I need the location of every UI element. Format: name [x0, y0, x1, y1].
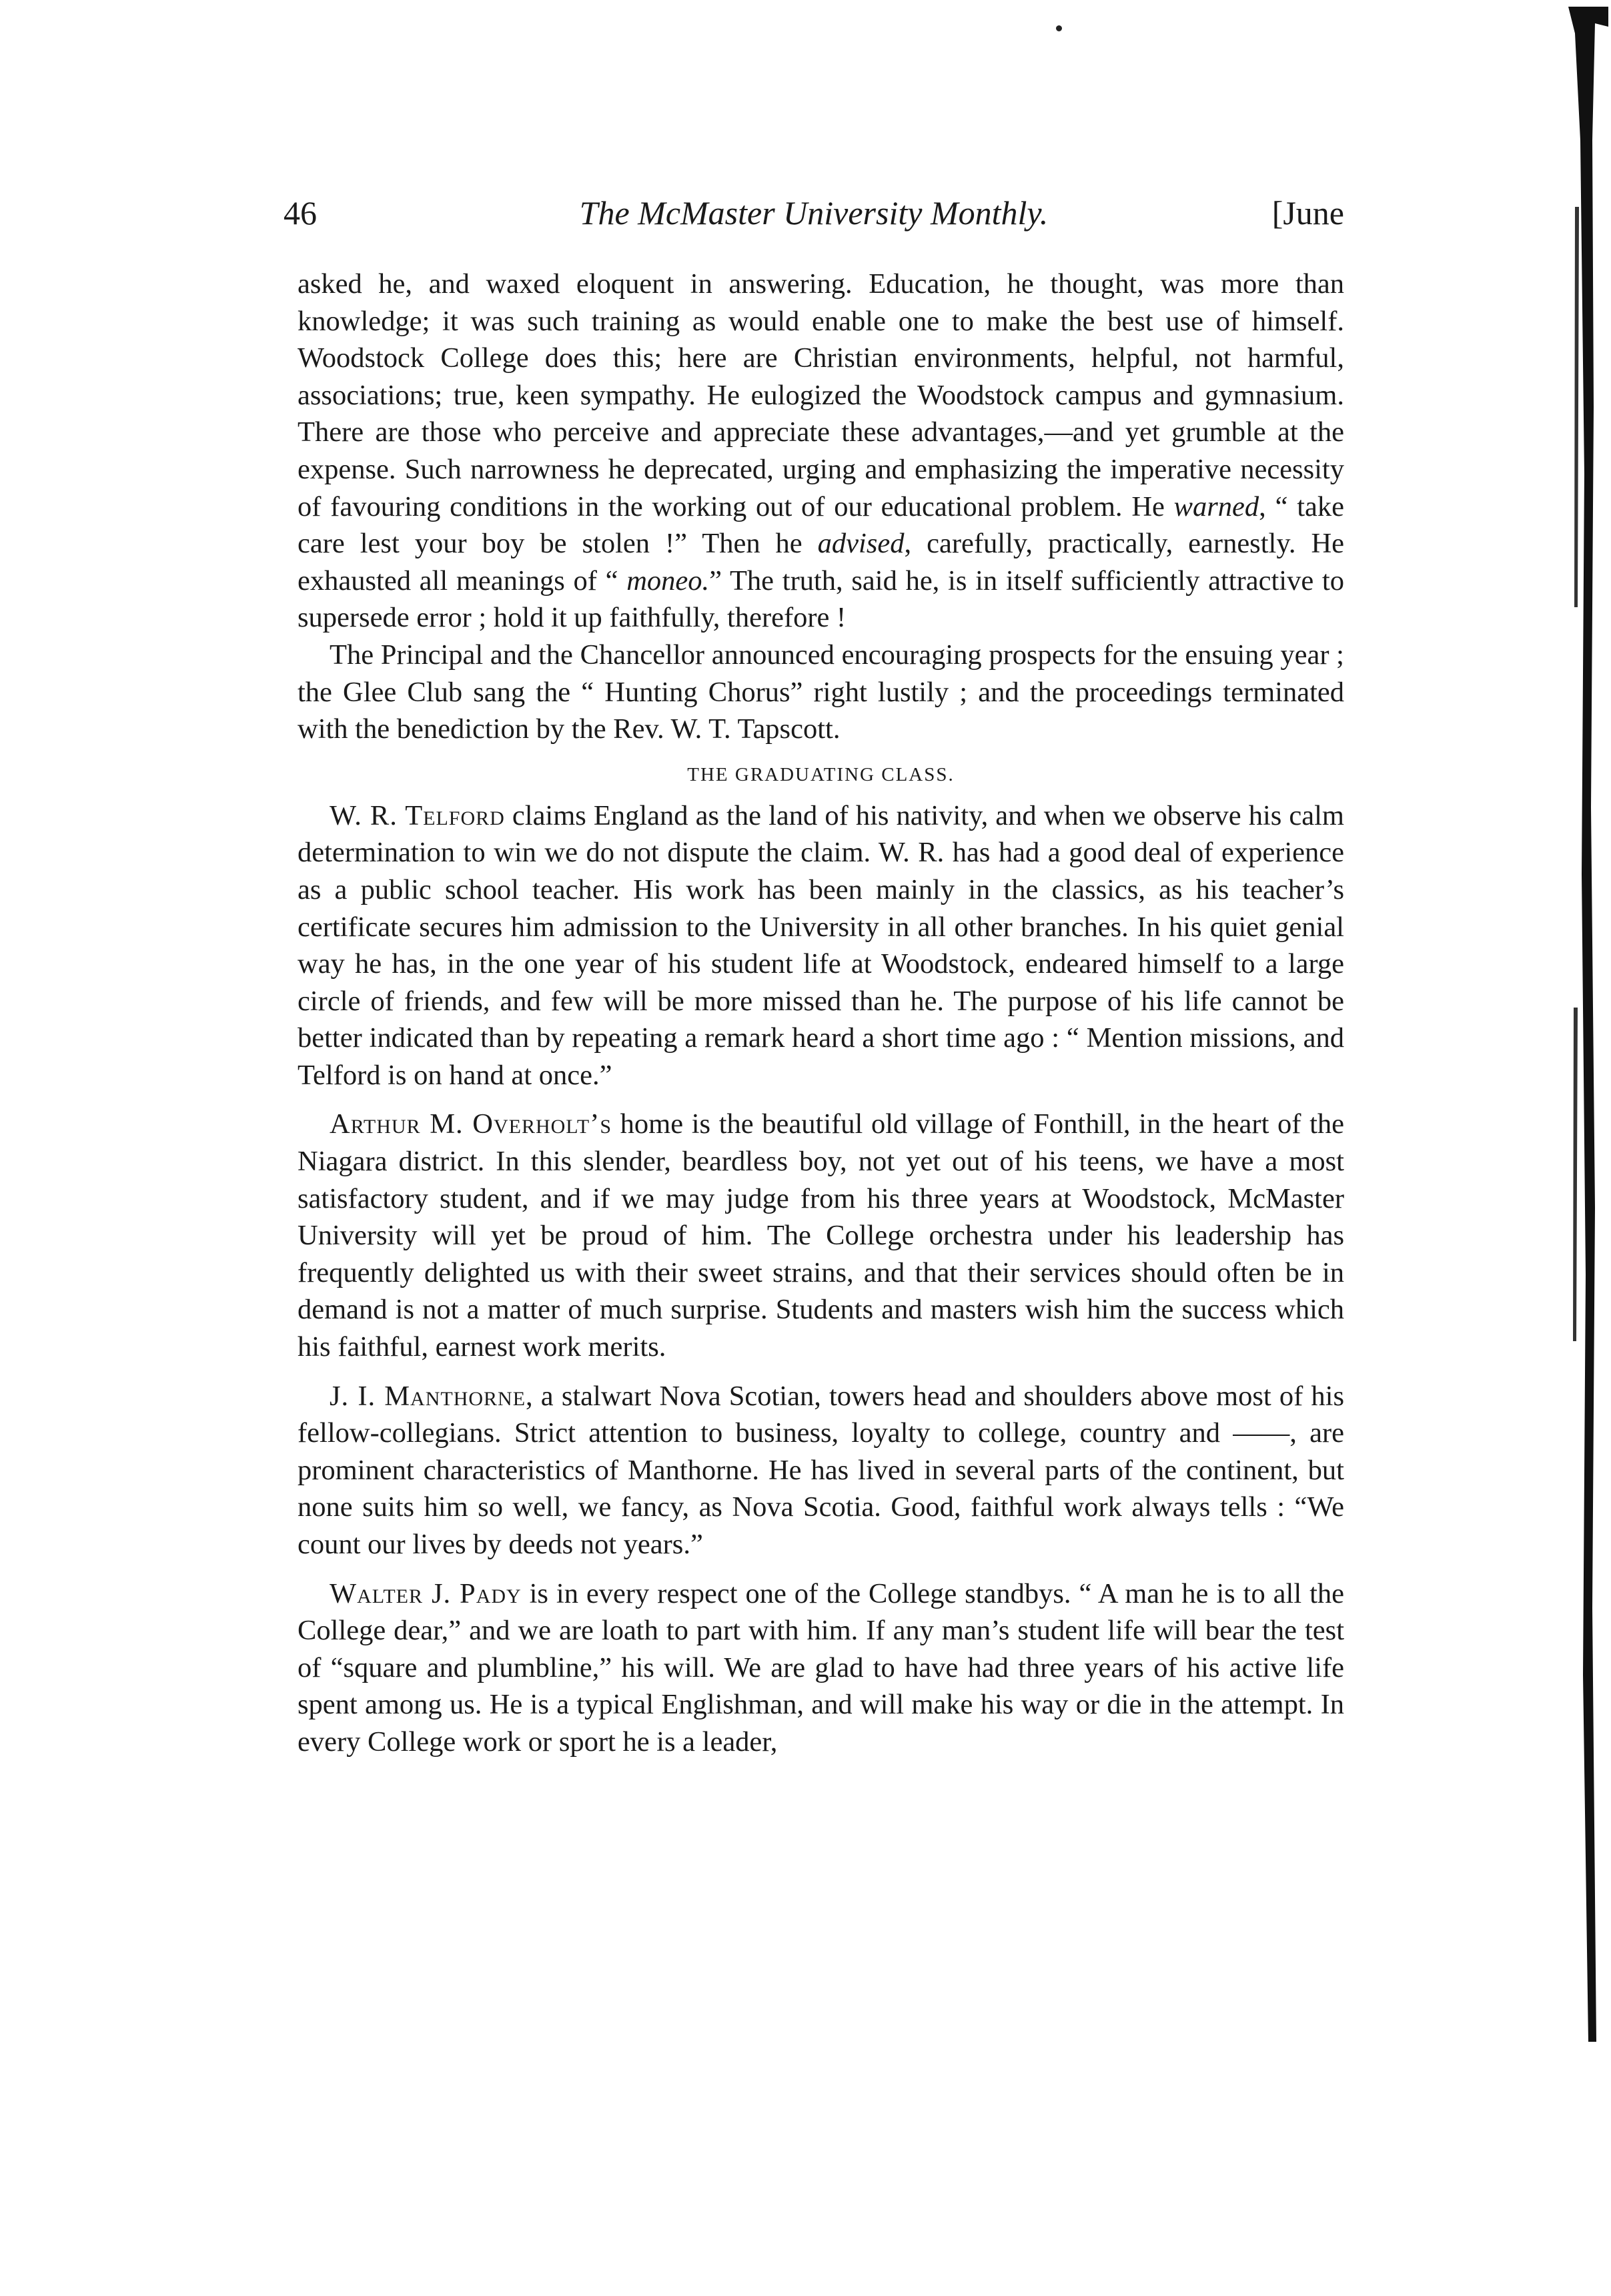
paragraph-text: is in every respect one of the College standbys. “ A man he is to all the College dear,” and we are loath to part with him. If any man’s student life will bear the test of “square and plumbline,” his will. We are glad to have had three years of his active life spent among us. He is a typical Englishman, and will make his way or die in the attempt. In every College work or sport he is a leader,: [298, 1577, 1344, 1758]
page-number: 46: [284, 194, 317, 232]
issue-month: [June: [1271, 194, 1344, 232]
paragraph-manthorne: [298, 1378, 1344, 1563]
paragraph-text: home is the beautiful old village of Fonthill, in the heart of the Niagara district. In this slender, beardless boy, not yet out of his teens, we have a most satisfactory student, and if we may judge from his three years at Woodstock, McMaster University will yet be proud of him. The College orchestra under his leadership has frequently delighted us with their sweet strains, and that their services should often be in demand is not a matter of much surprise. Students and masters wish him the success which his faithful, earnest work merits.: [298, 1108, 1344, 1363]
paragraph-text: ” The truth, said he, is in itself sufficiently attractive to supersede error ; hold it up faithfully, therefore !: [298, 564, 1344, 634]
paragraph-text: , “ take care lest your boy be stolen !” Then he: [298, 490, 1344, 560]
graduate-name: Arthur M. Overholt’s: [330, 1108, 612, 1140]
graduate-name: J. I. Manthorne: [330, 1380, 526, 1412]
paragraph-pady: [298, 1575, 1344, 1761]
paragraph-text: , carefully, practically, earnestly. He exhausted all meanings of “: [298, 528, 1344, 597]
paragraph-telford: [298, 797, 1344, 1094]
graduate-name: W. R. Telford: [330, 799, 505, 831]
body-text: [298, 266, 1344, 1761]
paragraph-text: , a stalwart Nova Scotian, towers head and shoulders above most of his fellow-collegians. Strict attention to business, loyalty to college, country and ——, are prominent characteristics of Manthorne. He has lived in several parts of the continent, but none suits him so well, we fancy, as Nova Scotia. Good, faithful work always tells : “We count our lives by deeds not years.”: [298, 1380, 1344, 1560]
section-heading: THE GRADUATING CLASS.: [687, 763, 955, 785]
paragraph-overholt: [298, 1106, 1344, 1365]
graduate-name: Walter J. Pady: [330, 1577, 522, 1609]
emphasis-moneo: moneo.: [626, 564, 710, 597]
running-header: [284, 194, 1344, 240]
emphasis-warned: warned: [1173, 490, 1259, 522]
paragraph-closing-ceremonies: The Principal and the Chancellor announced encouraging prospects for the ensuing year ; the Glee Club sang the “ Hunting Chorus” right lustily ; and the proceedings terminated with the benediction by the Rev. W. T. Tapscott.: [298, 639, 1344, 745]
emphasis-advised: advised: [817, 528, 905, 560]
ink-speck: [1056, 25, 1062, 31]
paragraph-text: asked he, and waxed eloquent in answering. Education, he thought, was more than knowledge; it was such training as would enable one to make the best use of himself. Woodstock College does this; here are Christian environments, helpful, not harmful, associations; true, keen sympathy. He eulogized the Woodstock campus and gymnasium. There are those who perceive and appreciate these advantages,—and yet grumble at the expense. Such narrowness he deprecated, urging and emphasizing the imperative necessity of favouring conditions in the working out of our educational problem. He: [298, 268, 1344, 522]
running-title: The McMaster University Monthly.: [579, 194, 1049, 232]
paragraph-text: claims England as the land of his nativity, and when we observe his calm determination to win we do not dispute the claim. W. R. has had a good deal of experience as a public school teacher. His work has been mainly in the classics, as his teacher’s certificate secures him admission to the University in all other branches. In his quiet genial way he has, in the one year of his student life at Woodstock, endeared himself to a large circle of friends, and few will be more missed than he. The purpose of his life cannot be better indicated than by repeating a remark heard a short time ago : “ Mention missions, and Telford is on hand at once.”: [298, 799, 1344, 1091]
page-binding-edge: [1568, 7, 1608, 2042]
paragraph-address-continued: [298, 266, 1344, 637]
